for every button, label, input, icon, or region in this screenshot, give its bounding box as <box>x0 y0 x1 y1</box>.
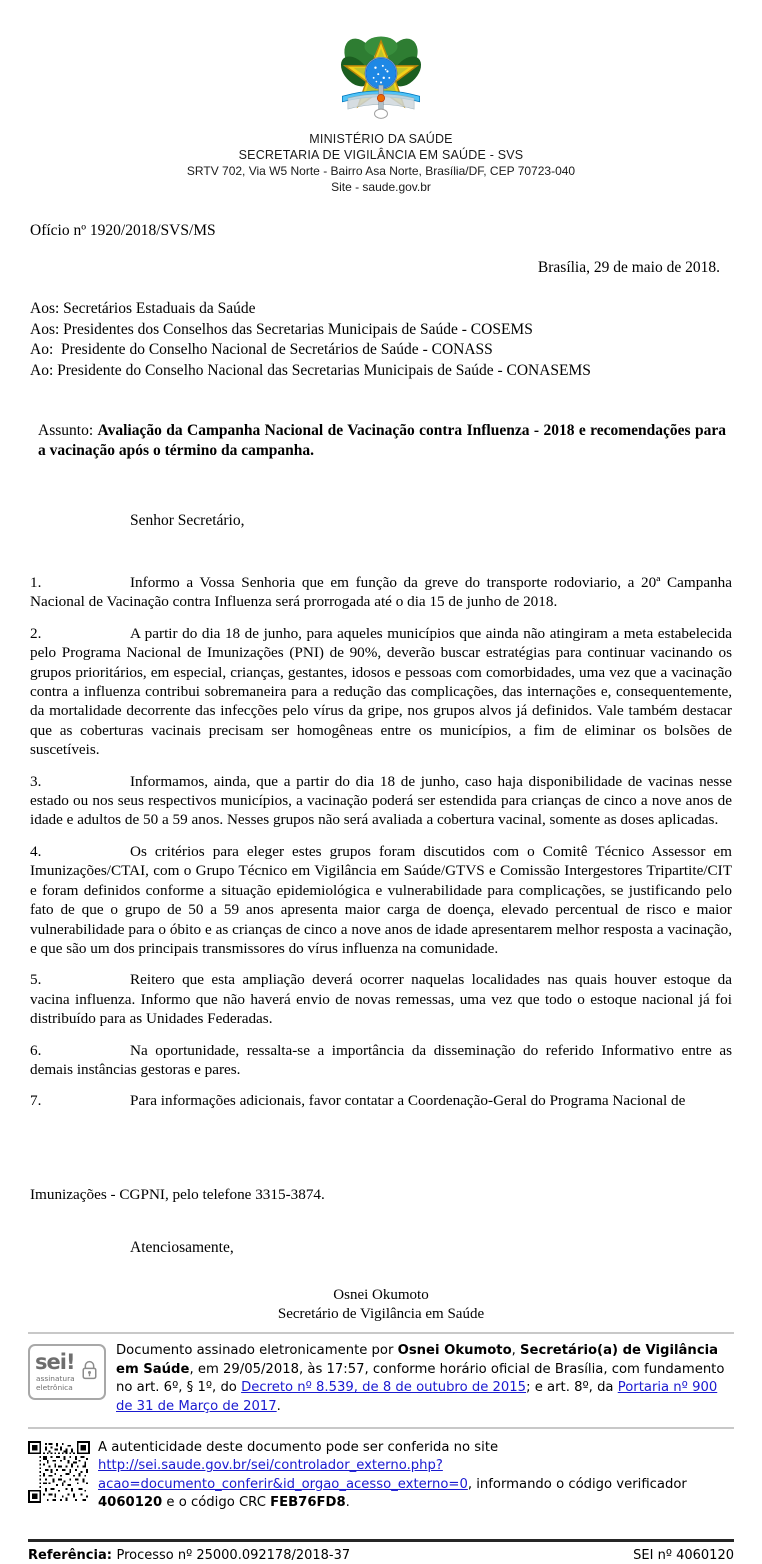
recipients-list <box>30 299 732 381</box>
paragraph-7 <box>30 1091 732 1110</box>
place-and-date: Brasília, 29 de maio de 2018. <box>537 259 720 276</box>
paragraph-text: Para informações adicionais, favor contatar a Coordenação-Geral do Programa Nacional de <box>130 1092 686 1110</box>
ministry-name: MINISTÉRIO DA SAÚDE <box>309 132 453 146</box>
letterhead <box>0 0 762 127</box>
paragraph-7-continuation: Imunizações - CGPNI, pelo telefone 3315-3874. <box>30 1185 325 1203</box>
sei-verification-link[interactable]: http://sei.saude.gov.br/sei/controlador_externo.php?acao=documento_conferir&id_orgao_acesso_externo=0 <box>98 1458 468 1492</box>
paragraph-6 <box>30 1041 732 1080</box>
authenticity-text-part-4: . <box>345 1495 350 1511</box>
signature-block <box>30 1286 732 1324</box>
salutation: Senhor Secretário, <box>130 512 245 529</box>
paragraph-text: Os critérios para eleger estes grupos foram discutidos com o Comitê Técnico Assessor em Imunizações/CTAI, com o Grupo Técnico em Vigilância em Saúde/GTVS e Comissão Intergestores Tripartite/CIT e foram definidos conforme a situação epidemiológica e vulnerabilidade para complicações, se justificando pelo fato de que o grupo de 50 a 59 anos apresenta maior carga de doença, elevado percentual de risco e maior vulnerabilidade para o óbito e as crianças de cinco a nove anos de idade apresentarem melhor resposta a vacinação, e que são um dos principais transmissores do vírus influenza na comunidade. <box>30 842 732 957</box>
padlock-icon <box>81 1360 98 1380</box>
paragraph-number: 4. <box>30 842 42 860</box>
letter-body <box>0 221 762 1324</box>
letterhead-text <box>0 131 762 195</box>
recipient-item: Ao: Presidente do Conselho Nacional de Secretários de Saúde - CONASS <box>30 341 493 358</box>
website-line: Site - saude.gov.br <box>331 180 431 194</box>
sei-text-part-3: , em 29/05/2018, às 17:57, conforme horário oficial de Brasília, com fundamento no art. 6º, § 1º, do <box>116 1361 725 1396</box>
crc-code: FEB76FD8 <box>270 1495 346 1511</box>
sei-text-part-1: Documento assinado eletronicamente por <box>116 1343 398 1359</box>
paragraph-number: 2. <box>30 624 42 642</box>
paragraph-text: Informamos, ainda, que a partir do dia 18 de junho, caso haja disponibilidade de vacinas nesse estado ou nos seus respectivos municípios, a vacinação poderá ser estendida para crianças de cinco a nove anos de idade e adultos de 50 a 59 anos. Nesses grupos não será avaliada a cobertura vacinal, somente as doses aplicadas. <box>30 772 732 829</box>
sei-text-part-2: , <box>511 1343 521 1359</box>
signer-name: Osnei Okumoto <box>333 1287 429 1304</box>
paragraph-text: Na oportunidade, ressalta-se a importância da disseminação do referido Informativo entre as demais instâncias gestoras e pares. <box>30 1041 732 1078</box>
decreto-link[interactable]: Decreto nº 8.539, de 8 de outubro de 2015 <box>241 1380 527 1396</box>
paragraph-text: Reitero que esta ampliação deverá ocorrer naquelas localidades nas quais houver estoque da vacina influenza. Informo que não haverá envio de novas remessas, uma vez que todo o estoque nacional já foi distribuído para as Unidades Federadas. <box>30 971 732 1028</box>
sei-electronic-signature-block <box>0 1334 762 1416</box>
footer-reference-line <box>0 1542 762 1564</box>
authenticity-text <box>98 1439 734 1513</box>
reference-left <box>28 1547 350 1564</box>
paragraph-2 <box>30 624 732 760</box>
paragraph-number: 6. <box>30 1041 42 1059</box>
sei-authenticity-block <box>0 1429 762 1513</box>
paragraph-1 <box>30 573 732 612</box>
authenticity-text-part-1: A autenticidade deste documento pode ser conferida no site <box>98 1439 499 1455</box>
paragraph-number: 5. <box>30 971 42 989</box>
paragraph-number: 3. <box>30 772 42 790</box>
sei-logo-word: sei! <box>35 1350 75 1375</box>
sei-signer-name: Osnei Okumoto <box>397 1343 512 1359</box>
sei-logo-subtitle <box>36 1374 82 1392</box>
verification-code: 4060120 <box>98 1495 163 1511</box>
paragraph-number: 1. <box>30 574 42 591</box>
sei-signer-role: Secretário(a) de Vigilância em Saúde <box>116 1343 719 1377</box>
sei-text-part-5: . <box>276 1398 281 1414</box>
authenticity-text-part-2: , informando o código verificador <box>467 1476 687 1492</box>
sei-number: SEI nº 4060120 <box>633 1547 734 1563</box>
recipient-item: Aos: Presidentes dos Conselhos das Secretarias Municipais de Saúde - COSEMS <box>30 320 533 338</box>
closing: Atenciosamente, <box>130 1239 234 1257</box>
paragraph-number: 7. <box>30 1092 42 1110</box>
sei-signature-text <box>116 1342 734 1416</box>
qr-code-icon <box>28 1441 90 1503</box>
recipient-item: Ao: Presidente do Conselho Nacional das Secretarias Municipais de Saúde - CONASEMS <box>30 361 591 379</box>
paragraph-5 <box>30 970 732 1028</box>
address-line: SRTV 702, Via W5 Norte - Bairro Asa Norte, Brasília/DF, CEP 70723-040 <box>186 164 576 178</box>
paragraph-4 <box>30 842 732 958</box>
paragraph-text: A partir do dia 18 de junho, para aqueles municípios que ainda não atingiram a meta estabelecida pelo Programa Nacional de Imunizações (PNI) de 90%, deverão buscar estratégias para continuar vacinando os grupos prioritários, em especial, crianças, gestantes, idosos e pessoas com comorbidades, uma vez que a vacinação contra a influenza contribui sobremaneira para a redução das complicações, das internações e, consequentemente, da mortalidade decorrente das infecções pelo vírus da gripe, nos grupos alvos já definidos. Vale também destacar que as coberturas vacinais precisam ser homogêneas entre os municípios, a fim de eliminar os bolsões de suscetíveis. <box>30 624 732 759</box>
subject-label: Assunto: <box>38 422 98 439</box>
oficio-number: Ofício nº 1920/2018/SVS/MS <box>30 222 216 239</box>
brazil-coat-of-arms-icon <box>335 30 427 122</box>
secretariat-name: SECRETARIA DE VIGILÂNCIA EM SAÚDE - SVS <box>238 148 524 162</box>
paragraph-3 <box>30 772 732 830</box>
reference-label: Referência: <box>28 1547 117 1563</box>
sei-logo-icon <box>28 1344 106 1400</box>
paragraph-list <box>30 573 732 1204</box>
portaria-link[interactable]: Portaria nº 900 de 31 de Março de 2017 <box>116 1380 718 1414</box>
reference-value: Processo nº 25000.092178/2018-37 <box>116 1547 351 1563</box>
sei-logo-sub-line2: eletrônica <box>36 1383 73 1393</box>
sei-text-part-4: ; e art. 8º, da <box>526 1380 618 1396</box>
signer-title: Secretário de Vigilância em Saúde <box>277 1306 485 1323</box>
recipient-item: Aos: Secretários Estaduais da Saúde <box>30 300 256 317</box>
paragraph-text: Informo a Vossa Senhoria que em função da greve do transporte rodoviario, a 20ª Campanha Nacional de Vacinação contra Influenza será prorrogada até o dia 15 de junho de 2018. <box>30 574 732 611</box>
sei-logo-sub-line1: assinatura <box>36 1374 75 1384</box>
subject-text: Avaliação da Campanha Nacional de Vacinação contra Influenza - 2018 e recomendações para a vacinação após o término da campanha. <box>38 422 726 459</box>
subject-block <box>30 421 732 461</box>
authenticity-text-part-3: e o código CRC <box>162 1495 271 1511</box>
page-break-gap <box>30 1123 732 1185</box>
